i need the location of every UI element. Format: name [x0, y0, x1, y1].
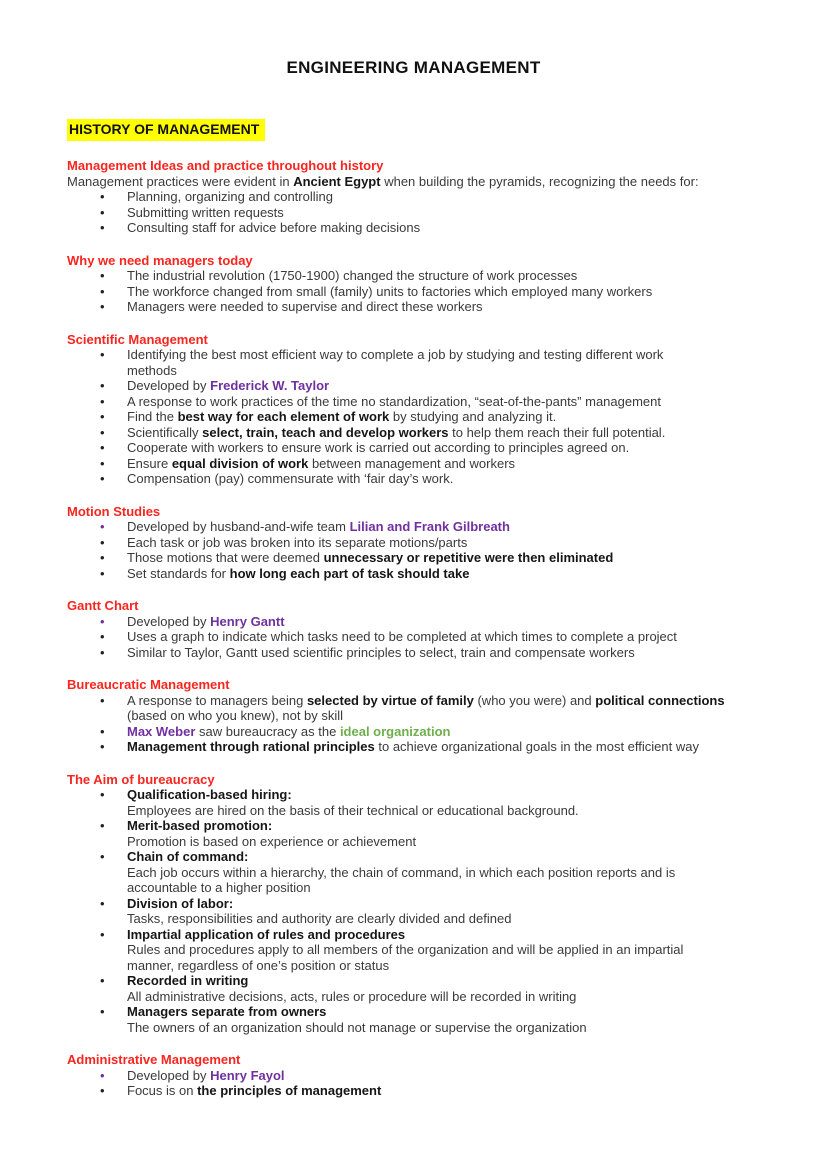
text-run: Promotion is based on experience or achievement: [127, 833, 417, 849]
bullet-item-text: [127, 394, 760, 410]
text-run: Henry Gantt: [210, 613, 285, 629]
text-line: [127, 614, 760, 630]
bullet-item-text: [127, 787, 760, 818]
text-run: Identifying the best most efficient way to complete a job by studying and testing different work: [127, 347, 664, 362]
bullet-item-text: [127, 1068, 760, 1084]
bullet-item-text: [127, 849, 760, 896]
bullet-icon: •: [100, 565, 105, 581]
text-run: selected by virtue of family: [306, 692, 474, 708]
bullet-item: [67, 1083, 760, 1099]
text-run: Similar to Taylor, Gantt used scientific principles to select, train and compensate workers: [127, 644, 635, 660]
bullet-item-text: [127, 629, 760, 645]
bullet-icon: •: [100, 1004, 105, 1019]
section: [67, 598, 760, 660]
bullet-item-text: [127, 284, 760, 300]
section: [67, 504, 760, 582]
bullet-item: [67, 471, 760, 487]
text-run: The workforce changed from small (family) units to factories which employed many workers: [127, 283, 653, 299]
text-line: [127, 347, 760, 363]
text-run: A response to managers being: [127, 692, 307, 708]
text-line: [127, 973, 760, 989]
section: [67, 158, 760, 236]
bullet-item-text: [127, 378, 760, 394]
bullet-icon: •: [100, 471, 105, 486]
bullet-item-text: [127, 189, 760, 205]
bullet-item-text: [127, 409, 760, 425]
text-line: [127, 550, 760, 566]
bullet-item-text: [127, 1004, 760, 1035]
text-run: Set standards for: [127, 565, 230, 581]
bullet-item-text: [127, 566, 760, 582]
text-run: by studying and analyzing it.: [389, 409, 557, 424]
text-line: [127, 896, 760, 912]
text-line: [127, 205, 760, 221]
bullet-icon: •: [100, 378, 105, 393]
bullet-icon: •: [100, 613, 105, 629]
text-line: [67, 174, 760, 190]
text-run: when building the pyramids, recognizing the needs for:: [380, 173, 699, 189]
text-run: Managers were needed to supervise and direct these workers: [127, 299, 483, 314]
bullet-item-text: [127, 519, 760, 535]
bullet-item: [67, 519, 760, 535]
text-line: [127, 535, 760, 551]
text-run: accountable to a higher position: [127, 880, 311, 895]
bullet-item: [67, 299, 760, 315]
bullet-item-text: [127, 693, 760, 724]
section: [67, 332, 760, 487]
text-run: Consulting staff for advice before making decisions: [127, 220, 421, 235]
text-run: Each job occurs within a hierarchy, the chain of command, in which each position reports and is: [127, 864, 676, 880]
bullet-item-text: [127, 927, 760, 974]
section-heading: Motion Studies: [67, 503, 161, 519]
bullet-item: [67, 1068, 760, 1084]
text-line: [127, 911, 760, 927]
text-line: [127, 629, 760, 645]
text-run: Planning, organizing and controlling: [127, 189, 333, 204]
bullet-item-text: [127, 347, 760, 378]
text-line: [127, 220, 760, 236]
text-line: [127, 739, 760, 755]
text-run: methods: [127, 362, 177, 378]
text-run: Developed by: [127, 613, 211, 629]
bullet-icon: •: [100, 299, 105, 314]
section: [67, 1052, 760, 1099]
bullet-item: [67, 566, 760, 582]
text-run: Management practices were evident in: [67, 173, 294, 189]
bullet-icon: •: [100, 393, 105, 409]
bullet-item-text: [127, 614, 760, 630]
text-run: (based on who you knew), not by skill: [127, 708, 344, 723]
bullet-icon: •: [100, 1083, 105, 1098]
bullet-icon: •: [100, 692, 105, 708]
document-title: ENGINEERING MANAGEMENT: [286, 58, 541, 77]
section: [67, 772, 760, 1036]
text-line: [127, 1020, 760, 1036]
bullet-item-text: [127, 818, 760, 849]
text-run: Cooperate with workers to ensure work is carried out according to principles agreed on.: [127, 440, 630, 455]
bullet-item-text: [127, 724, 760, 740]
bullet-item: [67, 927, 760, 974]
bullet-item-text: [127, 973, 760, 1004]
bullet-item-text: [127, 268, 760, 284]
text-run: Compensation (pay) commensurate with ‘fair day’s work.: [127, 471, 454, 486]
text-run: Merit-based promotion:: [127, 818, 273, 833]
text-run: The owners of an organization should not manage or supervise the organization: [127, 1019, 587, 1035]
sections: [67, 158, 760, 1099]
text-run: the principles of management: [197, 1083, 382, 1098]
text-run: ideal organization: [339, 723, 451, 739]
text-line: [127, 440, 760, 456]
bullet-item: [67, 1004, 760, 1035]
bullet-item: [67, 550, 760, 566]
text-run: Division of labor:: [127, 895, 234, 911]
text-line: [127, 425, 760, 441]
text-line: [127, 1083, 760, 1099]
text-line: [127, 834, 760, 850]
text-line: [127, 818, 760, 834]
text-line: [127, 803, 760, 819]
text-run: Lilian and Frank Gilbreath: [349, 519, 510, 534]
bullet-icon: •: [100, 424, 105, 440]
text-line: [127, 787, 760, 803]
section-heading: Administrative Management: [67, 1052, 241, 1067]
bullet-item: [67, 973, 760, 1004]
text-line: [127, 566, 760, 582]
text-run: manner, regardless of one’s position or status: [127, 957, 390, 973]
text-run: Scientifically: [127, 424, 203, 440]
bullet-item: [67, 629, 760, 645]
bullet-icon: •: [100, 973, 105, 988]
bullet-item-text: [127, 299, 760, 315]
bullet-item: [67, 284, 760, 300]
text-line: [127, 645, 760, 661]
bullet-item: [67, 440, 760, 456]
text-run: Uses a graph to indicate which tasks need to be completed at which times to complete a project: [127, 629, 677, 644]
text-run: equal division of work: [171, 455, 309, 471]
text-line: [127, 708, 760, 724]
text-run: how long each part of task should take: [229, 565, 470, 581]
bullet-icon: •: [100, 787, 105, 802]
bullet-item: [67, 394, 760, 410]
bullet-icon: •: [100, 1067, 105, 1083]
text-run: Tasks, responsibilities and authority are clearly divided and defined: [127, 911, 512, 926]
text-line: [127, 284, 760, 300]
text-line: [127, 880, 760, 896]
bullet-item-text: [127, 471, 760, 487]
bullet-icon: •: [100, 818, 105, 833]
text-run: Recorded in writing: [127, 973, 249, 988]
text-run: Ensure: [127, 455, 172, 471]
text-run: Impartial application of rules and procedures: [127, 926, 406, 942]
bullet-icon: •: [100, 849, 105, 864]
text-run: A response to work practices of the time no standardization, “seat-of-the-pants” management: [127, 393, 661, 409]
text-line: [127, 378, 760, 394]
bullet-item-text: [127, 1083, 760, 1099]
section-heading: Bureaucratic Management: [67, 677, 230, 692]
text-run: Ancient Egypt: [293, 173, 381, 189]
text-run: (who you were) and: [473, 692, 596, 708]
bullet-icon: •: [100, 440, 105, 455]
bullet-item: [67, 787, 760, 818]
section-heading: Scientific Management: [67, 331, 208, 347]
text-line: [127, 268, 760, 284]
text-run: Focus is on: [127, 1083, 198, 1098]
bullet-item: [67, 849, 760, 896]
text-line: [127, 865, 760, 881]
text-line: [127, 299, 760, 315]
text-line: [127, 693, 760, 709]
bullet-icon: •: [100, 534, 105, 550]
text-run: Employees are hired on the basis of their technical or educational background.: [127, 802, 579, 818]
section-heading: Gantt Chart: [67, 598, 139, 613]
text-run: Find the: [127, 409, 178, 424]
bullet-item: [67, 614, 760, 630]
bullet-item-text: [127, 425, 760, 441]
text-line: [127, 471, 760, 487]
text-line: [127, 1068, 760, 1084]
text-run: Managers separate from owners: [127, 1004, 327, 1019]
bullet-icon: •: [100, 189, 105, 204]
bullet-item: [67, 535, 760, 551]
text-line: [127, 958, 760, 974]
bullet-icon: •: [100, 455, 105, 471]
bullet-item-text: [127, 205, 760, 221]
text-run: political connections: [595, 692, 725, 708]
bullet-icon: •: [100, 409, 105, 424]
bullet-icon: •: [100, 347, 105, 362]
bullet-icon: •: [100, 629, 105, 644]
bullet-item: [67, 205, 760, 221]
bullet-item-text: [127, 739, 760, 755]
bullet-item: [67, 189, 760, 205]
text-run: saw bureaucracy as the: [195, 723, 340, 739]
bullet-icon: •: [100, 739, 105, 754]
bullet-icon: •: [100, 220, 105, 235]
text-run: to help them reach their full potential.: [448, 424, 666, 440]
bullet-icon: •: [100, 895, 105, 911]
section-heading: Management Ideas and practice throughout history: [67, 158, 384, 173]
section: [67, 677, 760, 755]
text-line: [127, 849, 760, 865]
text-run: Developed by: [127, 378, 211, 393]
bullet-item: [67, 378, 760, 394]
bullet-item: [67, 739, 760, 755]
text-line: [127, 1004, 760, 1020]
bullet-item: [67, 268, 760, 284]
text-line: [127, 189, 760, 205]
bullet-item: [67, 645, 760, 661]
text-line: [127, 409, 760, 425]
text-run: select, train, teach and develop workers: [202, 424, 449, 440]
highlighted-heading-row: [67, 119, 760, 141]
bullet-item: [67, 347, 760, 378]
text-run: Developed by: [127, 1067, 211, 1083]
text-line: [127, 456, 760, 472]
bullet-icon: •: [100, 283, 105, 299]
text-line: [127, 989, 760, 1005]
text-run: Each task or job was broken into its separate motions/parts: [127, 534, 468, 550]
text-line: [127, 519, 760, 535]
bullet-item: [67, 818, 760, 849]
text-run: unnecessary or repetitive were then eliminated: [323, 550, 614, 565]
text-run: Rules and procedures apply to all members of the organization and will be applied in an impartial: [127, 942, 684, 957]
bullet-item-text: [127, 440, 760, 456]
bullet-item-text: [127, 550, 760, 566]
bullet-item-text: [127, 896, 760, 927]
text-run: Chain of command:: [127, 849, 249, 864]
text-run: Max Weber: [127, 723, 196, 739]
text-run: Qualification-based hiring:: [127, 787, 292, 802]
bullet-icon: •: [100, 550, 105, 565]
text-run: All administrative decisions, acts, rules or procedure will be recorded in writing: [127, 988, 577, 1004]
bullet-item: [67, 220, 760, 236]
bullet-item-text: [127, 645, 760, 661]
bullet-item: [67, 693, 760, 724]
bullet-icon: •: [100, 204, 105, 220]
text-line: [127, 927, 760, 943]
text-run: The industrial revolution (1750-1900) changed the structure of work processes: [127, 268, 578, 283]
text-run: best way for each element of work: [177, 409, 390, 424]
text-run: Henry Fayol: [210, 1067, 285, 1083]
text-run: Frederick W. Taylor: [210, 378, 330, 393]
bullet-icon: •: [100, 723, 105, 739]
text-line: [127, 724, 760, 740]
bullet-icon: •: [100, 644, 105, 660]
text-run: to achieve organizational goals in the most efficient way: [374, 739, 699, 754]
text-line: [127, 942, 760, 958]
bullet-item: [67, 724, 760, 740]
text-run: Submitting written requests: [127, 204, 284, 220]
text-line: [127, 394, 760, 410]
section: [67, 253, 760, 315]
text-run: Developed by husband-and-wife team: [127, 519, 350, 534]
text-run: Those motions that were deemed: [127, 550, 324, 565]
bullet-icon: •: [100, 519, 105, 534]
bullet-item-text: [127, 456, 760, 472]
section-heading: The Aim of bureaucracy: [67, 771, 215, 787]
bullet-item: [67, 425, 760, 441]
bullet-item-text: [127, 220, 760, 236]
section-heading: Why we need managers today: [67, 252, 253, 268]
bullet-item: [67, 456, 760, 472]
highlighted-heading: HISTORY OF MANAGEMENT: [67, 119, 265, 141]
text-run: Management through rational principles: [127, 739, 375, 754]
bullet-icon: •: [100, 268, 105, 283]
text-line: [127, 363, 760, 379]
text-run: between management and workers: [308, 455, 516, 471]
bullet-item: [67, 409, 760, 425]
bullet-icon: •: [100, 926, 105, 942]
bullet-item: [67, 896, 760, 927]
bullet-item-text: [127, 535, 760, 551]
